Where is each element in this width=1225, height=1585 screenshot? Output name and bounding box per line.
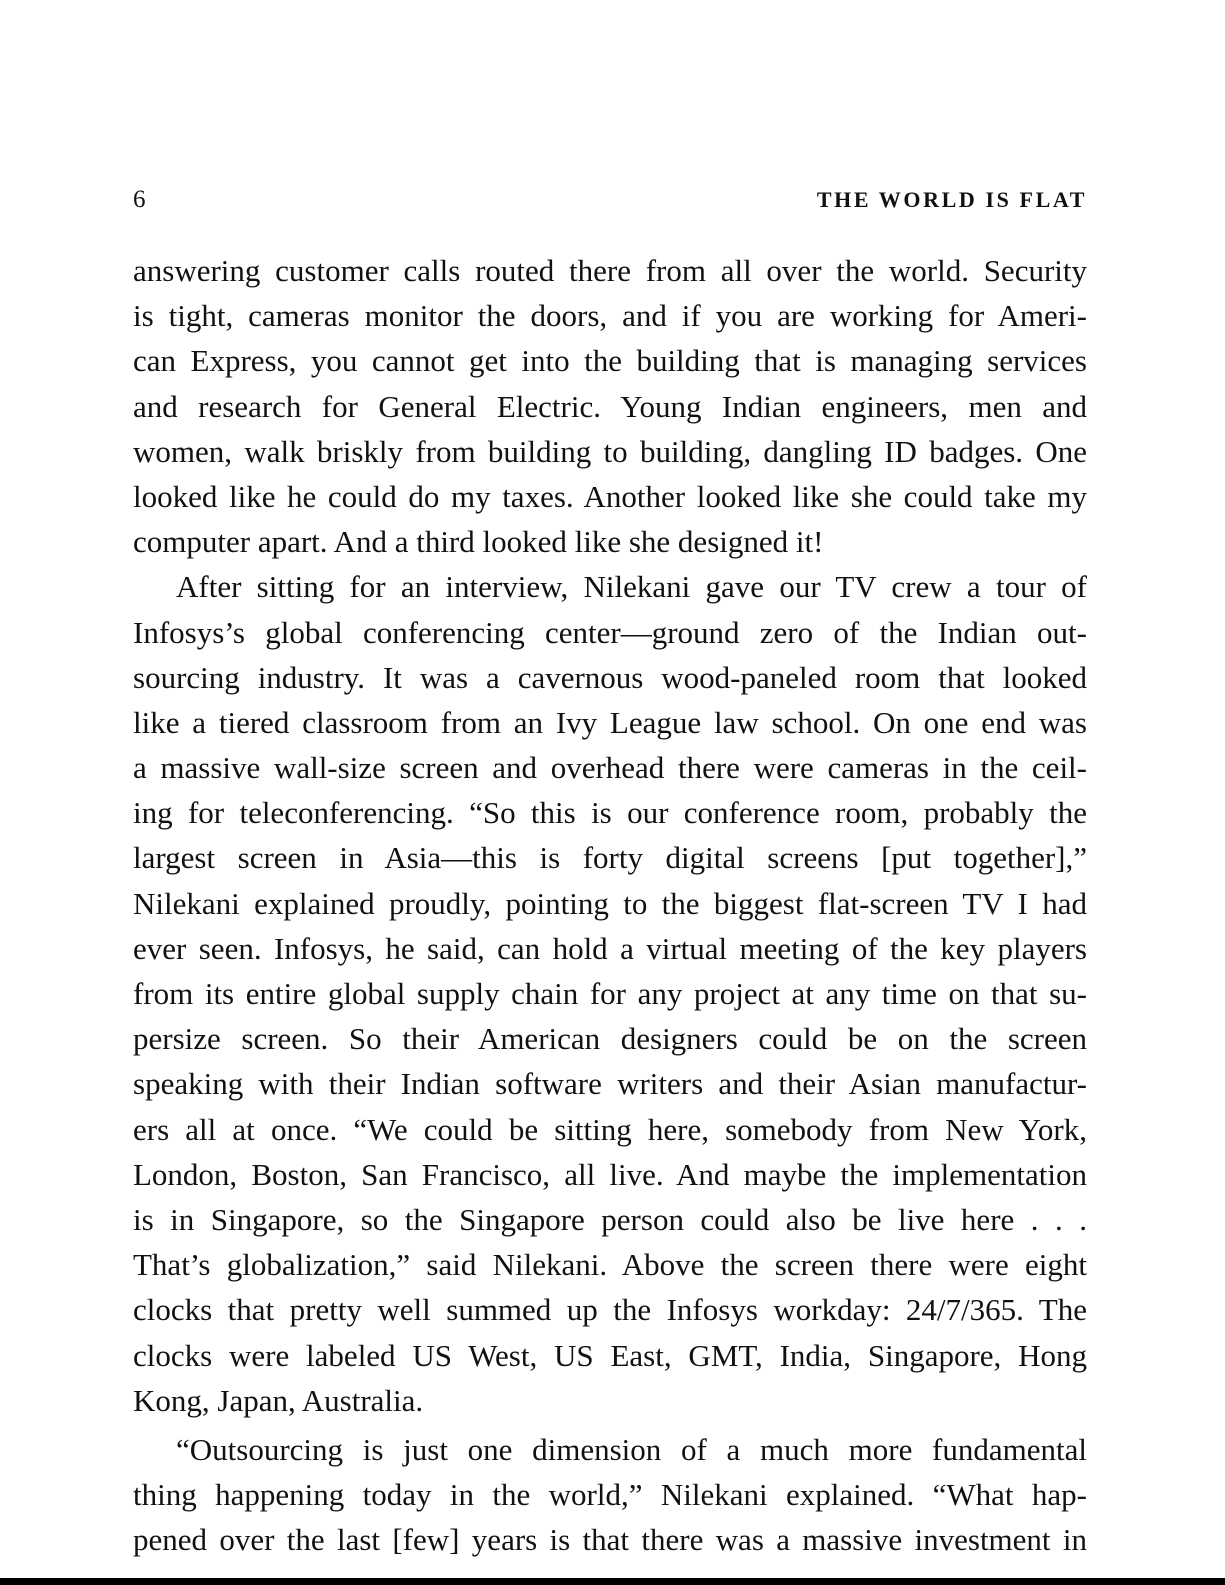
text-line: and research for General Electric. Young Indian engineers, men and — [133, 388, 1087, 424]
text-line: persize screen. So their American designers could be on the screen — [133, 1021, 1087, 1057]
text-line: is tight, cameras monitor the doors, and if you are working for Ameri- — [133, 298, 1087, 334]
page-header — [133, 184, 1087, 216]
text-line: computer apart. And a third looked like she designed it! — [133, 524, 824, 560]
text-line: “Outsourcing is just one dimension of a much more fundamental — [176, 1431, 1087, 1467]
text-line: That’s globalization,” said Nilekani. Above the screen there were eight — [133, 1247, 1087, 1283]
page-number: 6 — [133, 186, 146, 213]
text-line: clocks were labeled US West, US East, GMT, India, Singapore, Hong — [133, 1337, 1087, 1373]
text-line: answering customer calls routed there from all over the world. Security — [133, 253, 1087, 288]
bottom-border — [0, 1578, 1225, 1585]
text-line: Kong, Japan, Australia. — [133, 1382, 424, 1418]
running-title: THE WORLD IS FLAT — [816, 187, 1087, 212]
paragraph — [133, 1427, 1087, 1563]
text-line: largest screen in Asia—this is forty digital screens [put together],” — [133, 840, 1087, 876]
text-line: is in Singapore, so the Singapore person could also be live here . . . — [133, 1201, 1087, 1237]
text-line: a massive wall-size screen and overhead there were cameras in the ceil- — [133, 750, 1087, 786]
text-line: from its entire global supply chain for any project at any time on that su- — [133, 976, 1087, 1011]
text-line: looked like he could do my taxes. Another looked like she could take my — [133, 478, 1087, 514]
text-line: thing happening today in the world,” Nilekani explained. “What hap- — [133, 1477, 1087, 1513]
paragraph — [133, 564, 1087, 1423]
paragraph — [133, 248, 1087, 564]
text-line: After sitting for an interview, Nilekani gave our TV crew a tour of — [176, 569, 1087, 605]
text-line: ing for teleconferencing. “So this is our conference room, probably the — [133, 795, 1087, 831]
text-line: women, walk briskly from building to building, dangling ID badges. One — [133, 433, 1087, 469]
text-line: speaking with their Indian software writers and their Asian manufactur- — [133, 1066, 1087, 1102]
text-line: London, Boston, San Francisco, all live. And maybe the implementation — [133, 1156, 1087, 1192]
body-text — [133, 248, 1087, 1562]
text-line: pened over the last [few] years is that there was a massive investment in — [133, 1522, 1087, 1558]
text-line: ers all at once. “We could be sitting here, somebody from New York, — [133, 1111, 1087, 1147]
text-line: sourcing industry. It was a cavernous wood-paneled room that looked — [133, 659, 1087, 695]
text-line: ever seen. Infosys, he said, can hold a virtual meeting of the key players — [133, 930, 1087, 966]
text-line: Infosys’s global conferencing center—ground zero of the Indian out- — [133, 614, 1087, 650]
text-line: like a tiered classroom from an Ivy League law school. On one end was — [133, 704, 1087, 740]
text-line: can Express, you cannot get into the building that is managing services — [133, 343, 1087, 379]
text-line: Nilekani explained proudly, pointing to the biggest flat-screen TV I had — [133, 885, 1087, 921]
text-line: clocks that pretty well summed up the Infosys workday: 24/7/365. The — [133, 1292, 1087, 1328]
